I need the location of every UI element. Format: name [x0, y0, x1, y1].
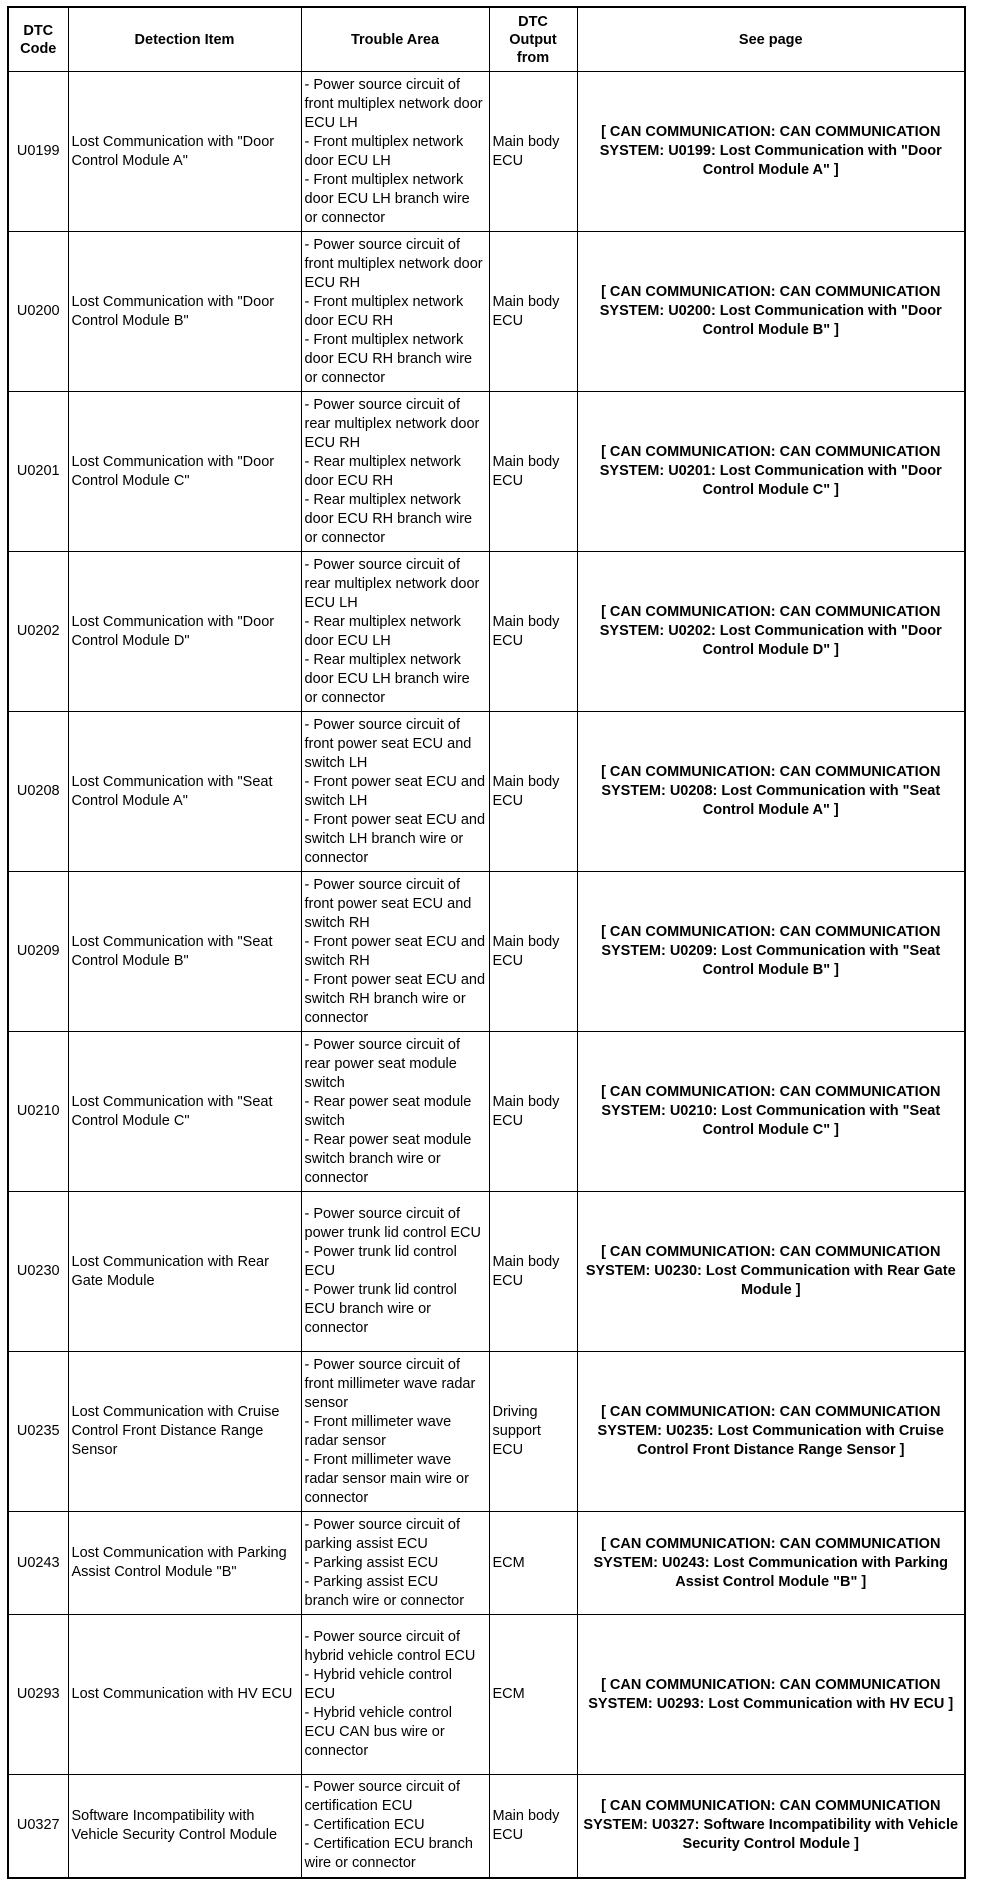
see-page-link[interactable]: [ CAN COMMUNICATION: CAN COMMUNICATION SYSTEM: U0200: Lost Communication with "Door Control Module B" ] — [577, 232, 965, 392]
dtc-output-cell: Main body ECU — [489, 872, 577, 1032]
dtc-code-cell: U0199 — [8, 72, 68, 232]
trouble-area-line: - Rear multiplex network door ECU LH — [304, 613, 461, 649]
dtc-output-cell: ECM — [489, 1512, 577, 1615]
header-see-page: See page — [577, 7, 965, 72]
table-body — [8, 72, 965, 1878]
trouble-area-line: - Certification ECU — [304, 1817, 425, 1834]
see-page-link[interactable]: [ CAN COMMUNICATION: CAN COMMUNICATION SYSTEM: U0199: Lost Communication with "Door Control Module A" ] — [577, 72, 965, 232]
dtc-table — [7, 6, 966, 1879]
trouble-area-line: - Front power seat ECU and switch RH — [304, 933, 486, 969]
trouble-area-line: - Rear power seat module switch — [304, 1093, 472, 1129]
table-row — [8, 1615, 965, 1775]
detection-item-cell: Lost Communication with Parking Assist Control Module "B" — [68, 1512, 301, 1615]
dtc-code-cell: U0327 — [8, 1775, 68, 1878]
see-page-link[interactable]: [ CAN COMMUNICATION: CAN COMMUNICATION SYSTEM: U0201: Lost Communication with "Door Control Module C" ] — [577, 392, 965, 552]
table-row — [8, 1512, 965, 1615]
trouble-area-cell — [301, 1352, 489, 1512]
dtc-output-cell: Main body ECU — [489, 232, 577, 392]
trouble-area-line: - Front multiplex network door ECU RH — [304, 293, 464, 329]
dtc-table-container — [7, 6, 964, 1879]
trouble-area-line: - Front power seat ECU and switch LH — [304, 773, 486, 809]
trouble-area-line: - Parking assist ECU branch wire or connector — [304, 1573, 465, 1609]
dtc-code-cell: U0202 — [8, 552, 68, 712]
trouble-area-line: - Power source circuit of rear multiplex network door ECU LH — [304, 556, 480, 611]
dtc-code-cell: U0208 — [8, 712, 68, 872]
trouble-area-line: - Power source circuit of front power seat ECU and switch RH — [304, 876, 472, 931]
detection-item-cell: Software Incompatibility with Vehicle Security Control Module — [68, 1775, 301, 1878]
trouble-area-line: - Power source circuit of hybrid vehicle control ECU — [304, 1629, 476, 1664]
detection-item-cell: Lost Communication with "Seat Control Module C" — [68, 1032, 301, 1192]
trouble-area-line: - Front multiplex network door ECU LH — [304, 133, 464, 169]
see-page-link[interactable]: [ CAN COMMUNICATION: CAN COMMUNICATION SYSTEM: U0230: Lost Communication with Rear Gate Module ] — [577, 1192, 965, 1352]
table-row — [8, 1192, 965, 1352]
trouble-area-line: - Certification ECU branch wire or connector — [304, 1836, 473, 1872]
table-row — [8, 1352, 965, 1512]
dtc-output-cell: Main body ECU — [489, 72, 577, 232]
detection-item-cell: Lost Communication with "Door Control Module A" — [68, 72, 301, 232]
dtc-output-cell: Main body ECU — [489, 1032, 577, 1192]
detection-item-cell: Lost Communication with "Seat Control Module B" — [68, 872, 301, 1032]
trouble-area-line: - Front millimeter wave radar sensor — [304, 1413, 452, 1449]
header-trouble-area: Trouble Area — [301, 7, 489, 72]
table-row — [8, 872, 965, 1032]
trouble-area-cell — [301, 1192, 489, 1352]
trouble-area-line: - Power trunk lid control ECU branch wire or connector — [304, 1282, 457, 1336]
trouble-area-line: - Front power seat ECU and switch RH branch wire or connector — [304, 971, 486, 1026]
table-row — [8, 712, 965, 872]
see-page-link[interactable]: [ CAN COMMUNICATION: CAN COMMUNICATION SYSTEM: U0243: Lost Communication with Parking Assist Control Module "B" ] — [577, 1512, 965, 1615]
see-page-link[interactable]: [ CAN COMMUNICATION: CAN COMMUNICATION SYSTEM: U0202: Lost Communication with "Door Control Module D" ] — [577, 552, 965, 712]
trouble-area-cell — [301, 552, 489, 712]
table-row — [8, 1775, 965, 1878]
table-row — [8, 392, 965, 552]
detection-item-cell: Lost Communication with "Seat Control Module A" — [68, 712, 301, 872]
dtc-code-cell: U0201 — [8, 392, 68, 552]
dtc-output-cell: Main body ECU — [489, 392, 577, 552]
dtc-code-cell: U0293 — [8, 1615, 68, 1775]
trouble-area-line: - Front millimeter wave radar sensor main wire or connector — [304, 1451, 469, 1506]
detection-item-cell: Lost Communication with "Door Control Module D" — [68, 552, 301, 712]
dtc-output-cell: Main body ECU — [489, 552, 577, 712]
see-page-link[interactable]: [ CAN COMMUNICATION: CAN COMMUNICATION SYSTEM: U0235: Lost Communication with Cruise Control Front Distance Range Sensor ] — [577, 1352, 965, 1512]
header-row — [8, 7, 965, 72]
dtc-code-cell: U0243 — [8, 1512, 68, 1615]
trouble-area-line: - Rear power seat module switch branch wire or connector — [304, 1131, 472, 1186]
dtc-output-cell: Driving support ECU — [489, 1352, 577, 1512]
trouble-area-cell — [301, 872, 489, 1032]
table-row — [8, 232, 965, 392]
trouble-area-line: - Power source circuit of front power seat ECU and switch LH — [304, 716, 472, 771]
trouble-area-line: - Power source circuit of certification ECU — [304, 1779, 461, 1815]
header-detection-item: Detection Item — [68, 7, 301, 72]
trouble-area-line: - Rear multiplex network door ECU RH branch wire or connector — [304, 491, 473, 546]
trouble-area-cell — [301, 72, 489, 232]
trouble-area-line: - Rear multiplex network door ECU RH — [304, 453, 461, 489]
see-page-link[interactable]: [ CAN COMMUNICATION: CAN COMMUNICATION SYSTEM: U0293: Lost Communication with HV ECU ] — [577, 1615, 965, 1775]
trouble-area-line: - Power source circuit of rear multiplex network door ECU RH — [304, 396, 480, 451]
trouble-area-line: - Hybrid vehicle control ECU CAN bus wire or connector — [304, 1705, 452, 1759]
dtc-code-cell: U0235 — [8, 1352, 68, 1512]
header-dtc-output-from: DTC Output from — [489, 7, 577, 72]
table-header — [8, 7, 965, 72]
trouble-area-line: - Power source circuit of rear power seat module switch — [304, 1036, 461, 1091]
trouble-area-cell — [301, 232, 489, 392]
table-row — [8, 552, 965, 712]
trouble-area-line: - Power source circuit of front multiplex network door ECU RH — [304, 236, 483, 291]
detection-item-cell: Lost Communication with HV ECU — [68, 1615, 301, 1775]
trouble-area-line: - Power trunk lid control ECU — [304, 1244, 457, 1279]
trouble-area-cell — [301, 1615, 489, 1775]
dtc-code-cell: U0230 — [8, 1192, 68, 1352]
trouble-area-cell — [301, 392, 489, 552]
trouble-area-line: - Hybrid vehicle control ECU — [304, 1667, 452, 1702]
dtc-output-cell: Main body ECU — [489, 1192, 577, 1352]
detection-item-cell: Lost Communication with Rear Gate Module — [68, 1192, 301, 1352]
trouble-area-cell — [301, 1032, 489, 1192]
header-dtc-code: DTC Code — [8, 7, 68, 72]
dtc-output-cell: Main body ECU — [489, 1775, 577, 1878]
detection-item-cell: Lost Communication with "Door Control Module B" — [68, 232, 301, 392]
table-row — [8, 72, 965, 232]
table-row — [8, 1032, 965, 1192]
see-page-link[interactable]: [ CAN COMMUNICATION: CAN COMMUNICATION SYSTEM: U0210: Lost Communication with "Seat Control Module C" ] — [577, 1032, 965, 1192]
dtc-code-cell: U0200 — [8, 232, 68, 392]
trouble-area-line: - Front multiplex network door ECU LH branch wire or connector — [304, 171, 470, 226]
trouble-area-cell — [301, 712, 489, 872]
trouble-area-cell — [301, 1775, 489, 1878]
trouble-area-line: - Power source circuit of front multiplex network door ECU LH — [304, 76, 483, 131]
detection-item-cell: Lost Communication with "Door Control Module C" — [68, 392, 301, 552]
trouble-area-line: - Front power seat ECU and switch LH branch wire or connector — [304, 811, 486, 866]
detection-item-cell: Lost Communication with Cruise Control Front Distance Range Sensor — [68, 1352, 301, 1512]
trouble-area-line: - Parking assist ECU — [304, 1554, 439, 1571]
trouble-area-line: - Rear multiplex network door ECU LH branch wire or connector — [304, 651, 470, 706]
see-page-link[interactable]: [ CAN COMMUNICATION: CAN COMMUNICATION SYSTEM: U0209: Lost Communication with "Seat Control Module B" ] — [577, 872, 965, 1032]
trouble-area-line: - Power source circuit of parking assist ECU — [304, 1516, 461, 1552]
trouble-area-line: - Power source circuit of power trunk lid control ECU — [304, 1206, 481, 1241]
dtc-code-cell: U0209 — [8, 872, 68, 1032]
trouble-area-line: - Front multiplex network door ECU RH branch wire or connector — [304, 331, 473, 386]
dtc-output-cell: Main body ECU — [489, 712, 577, 872]
see-page-link[interactable]: [ CAN COMMUNICATION: CAN COMMUNICATION SYSTEM: U0208: Lost Communication with "Seat Control Module A" ] — [577, 712, 965, 872]
trouble-area-line: - Power source circuit of front millimeter wave radar sensor — [304, 1356, 476, 1411]
dtc-output-cell: ECM — [489, 1615, 577, 1775]
dtc-code-cell: U0210 — [8, 1032, 68, 1192]
see-page-link[interactable]: [ CAN COMMUNICATION: CAN COMMUNICATION SYSTEM: U0327: Software Incompatibility with Vehicle Security Control Module ] — [577, 1775, 965, 1878]
trouble-area-cell — [301, 1512, 489, 1615]
